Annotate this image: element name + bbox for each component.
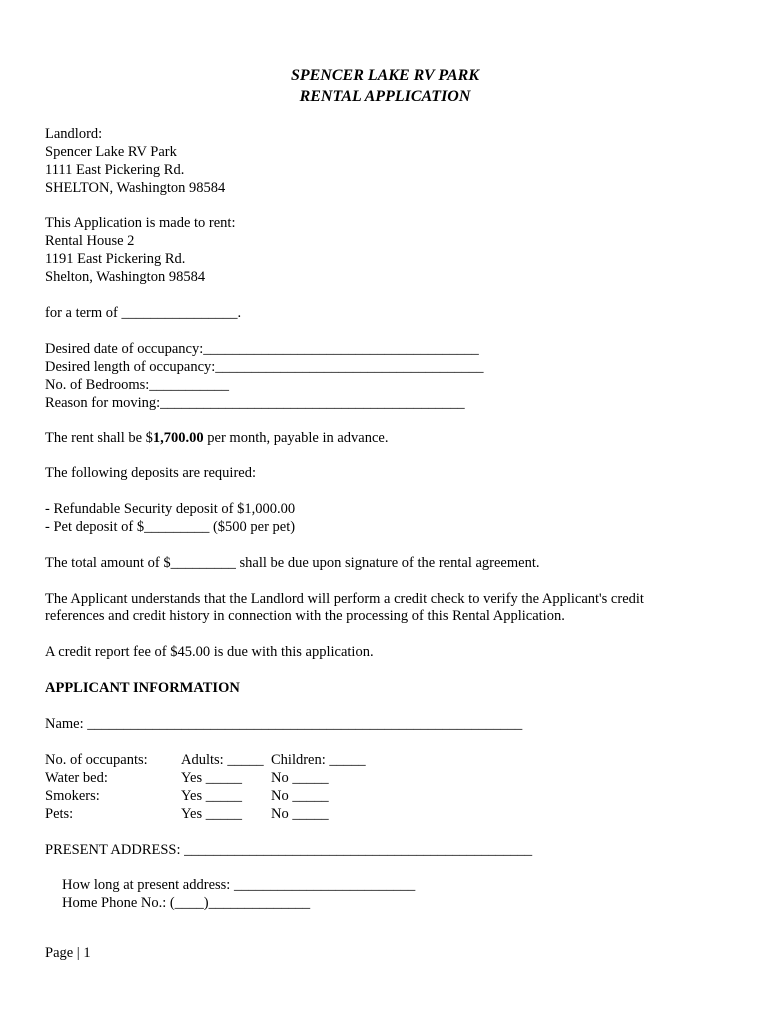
credit-check-line1: The Applicant understands that the Landlord will perform a credit check to verify the Applicant's credit bbox=[45, 591, 644, 607]
pets-yes-field[interactable]: Yes _____ bbox=[181, 806, 242, 822]
property-intro: This Application is made to rent: bbox=[45, 215, 236, 231]
total-amount-field[interactable]: The total amount of $_________ shall be due upon signature of the rental agreement. bbox=[45, 555, 540, 571]
occupants-label: No. of occupants: bbox=[45, 752, 148, 768]
page-number: Page | 1 bbox=[45, 945, 91, 961]
waterbed-label: Water bed: bbox=[45, 770, 108, 786]
landlord-name: Spencer Lake RV Park bbox=[45, 144, 177, 160]
desired-length-field[interactable]: Desired length of occupancy:_____________________________________ bbox=[45, 359, 484, 375]
credit-check-line2: references and credit history in connection with the processing of this Rental Application. bbox=[45, 608, 565, 624]
desired-date-field[interactable]: Desired date of occupancy:______________________________________ bbox=[45, 341, 479, 357]
rent-amount: 1,700.00 bbox=[152, 430, 204, 446]
term-field[interactable]: for a term of ________________. bbox=[45, 305, 242, 321]
landlord-city: SHELTON, Washington 98584 bbox=[45, 180, 226, 196]
smokers-no-field[interactable]: No _____ bbox=[271, 788, 329, 804]
adults-field[interactable]: Adults: _____ bbox=[181, 752, 264, 768]
property-name: Rental House 2 bbox=[45, 233, 135, 249]
present-address-field[interactable]: PRESENT ADDRESS: ________________________________________________ bbox=[45, 842, 533, 858]
credit-fee-statement: A credit report fee of $45.00 is due with this application. bbox=[45, 644, 374, 660]
document-title-line2: RENTAL APPLICATION bbox=[299, 88, 471, 105]
pets-no-field[interactable]: No _____ bbox=[271, 806, 329, 822]
how-long-field[interactable]: How long at present address: _________________________ bbox=[62, 877, 416, 893]
deposits-intro: The following deposits are required: bbox=[45, 465, 256, 481]
smokers-yes-field[interactable]: Yes _____ bbox=[181, 788, 242, 804]
property-street: 1191 East Pickering Rd. bbox=[45, 251, 186, 267]
reason-for-moving-field[interactable]: Reason for moving:__________________________________________ bbox=[45, 395, 465, 411]
rent-prefix: The rent shall be $ bbox=[45, 430, 153, 446]
smokers-label: Smokers: bbox=[45, 788, 100, 804]
landlord-label: Landlord: bbox=[45, 126, 103, 142]
pet-deposit-field[interactable]: - Pet deposit of $_________ ($500 per pet) bbox=[45, 519, 296, 535]
applicant-name-field[interactable]: Name: ____________________________________________________________ bbox=[45, 716, 523, 732]
waterbed-no-field[interactable]: No _____ bbox=[271, 770, 329, 786]
security-deposit: - Refundable Security deposit of $1,000.00 bbox=[45, 501, 296, 517]
property-city: Shelton, Washington 98584 bbox=[45, 269, 206, 285]
applicant-info-heading: APPLICANT INFORMATION bbox=[45, 680, 240, 696]
home-phone-field[interactable]: Home Phone No.: (____)______________ bbox=[62, 895, 311, 911]
document-title-line1: SPENCER LAKE RV PARK bbox=[290, 67, 480, 84]
children-field[interactable]: Children: _____ bbox=[271, 752, 366, 768]
rent-suffix: per month, payable in advance. bbox=[203, 430, 389, 446]
rent-statement bbox=[45, 429, 388, 447]
pets-label: Pets: bbox=[45, 806, 74, 822]
bedrooms-field[interactable]: No. of Bedrooms:___________ bbox=[45, 377, 230, 393]
waterbed-yes-field[interactable]: Yes _____ bbox=[181, 770, 242, 786]
landlord-street: 1111 East Pickering Rd. bbox=[45, 162, 185, 178]
